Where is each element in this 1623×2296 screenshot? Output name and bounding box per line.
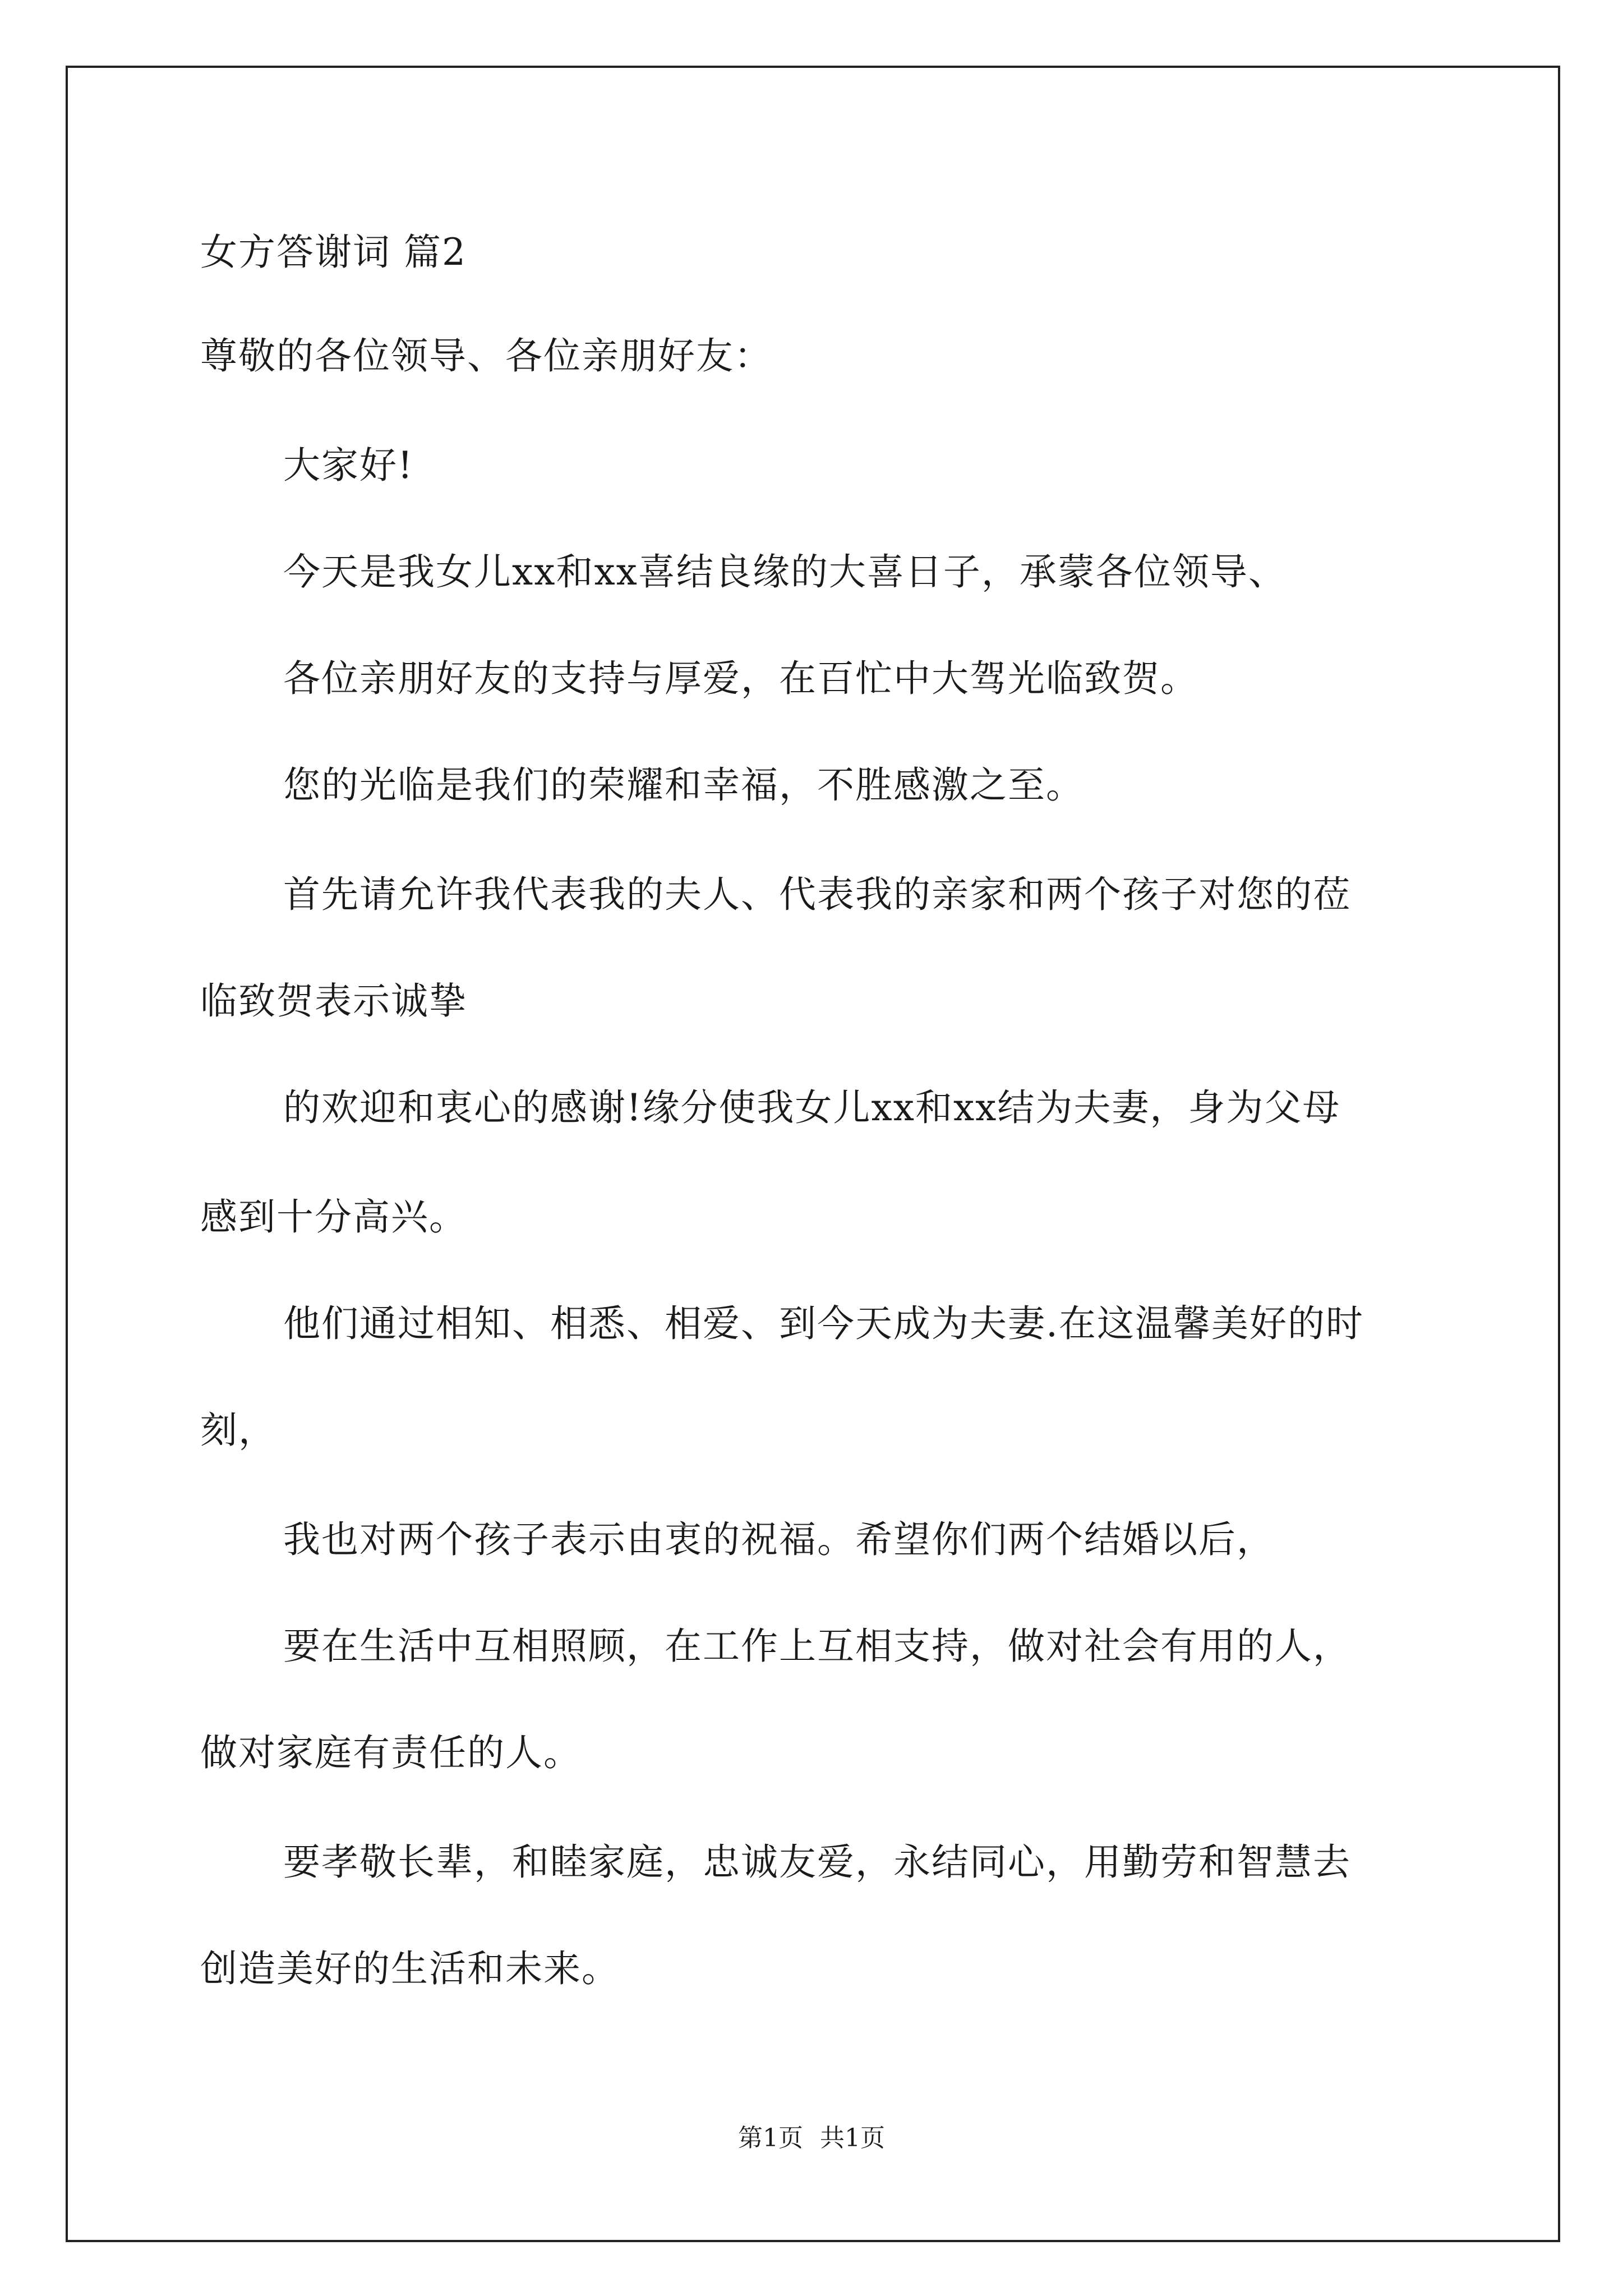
- paragraph-line: 他们通过相知、相悉、相爱、到今天成为夫妻.在这温馨美好的时: [283, 1302, 1364, 1345]
- paragraph-line: 感到十分高兴。: [200, 1195, 467, 1239]
- paragraph-line: 我也对两个孩子表示由衷的祝福。希望你们两个结婚以后，: [283, 1518, 1275, 1561]
- salutation: 尊敬的各位领导、各位亲朋好友：: [200, 334, 772, 378]
- paragraph-line: 今天是我女儿xx和xx喜结良缘的大喜日子，承蒙各位领导、: [283, 550, 1287, 593]
- paragraph-line: 刻，: [200, 1409, 276, 1452]
- paragraph-line: 各位亲朋好友的支持与厚爱，在百忙中大驾光临致贺。: [283, 657, 1198, 700]
- page-border: [66, 66, 1560, 2242]
- paragraph-line: 要孝敬长辈，和睦家庭，忠诚友爱，永结同心，用勤劳和智慧去: [283, 1841, 1351, 1884]
- paragraph-line: 首先请允许我代表我的夫人、代表我的亲家和两个孩子对您的莅: [283, 873, 1351, 916]
- page-footer: [0, 2122, 1623, 2155]
- page-total: 共1页: [820, 2124, 885, 2152]
- paragraph-line: 大家好!: [283, 444, 414, 487]
- page-number: 第1页: [738, 2124, 803, 2152]
- document-heading: 女方答谢词 篇2: [200, 231, 467, 274]
- paragraph-line: 临致贺表示诚挚: [200, 979, 467, 1023]
- paragraph-line: 创造美好的生活和未来。: [200, 1947, 620, 1990]
- paragraph-line: 做对家庭有责任的人。: [200, 1731, 582, 1774]
- paragraph-line: 要在生活中互相照顾，在工作上互相支持，做对社会有用的人，: [283, 1625, 1351, 1668]
- paragraph-line: 您的光临是我们的荣耀和幸福，不胜感激之至。: [283, 763, 1084, 807]
- paragraph-line: 的欢迎和衷心的感谢!缘分使我女儿xx和xx结为夫妻，身为父母: [283, 1086, 1341, 1129]
